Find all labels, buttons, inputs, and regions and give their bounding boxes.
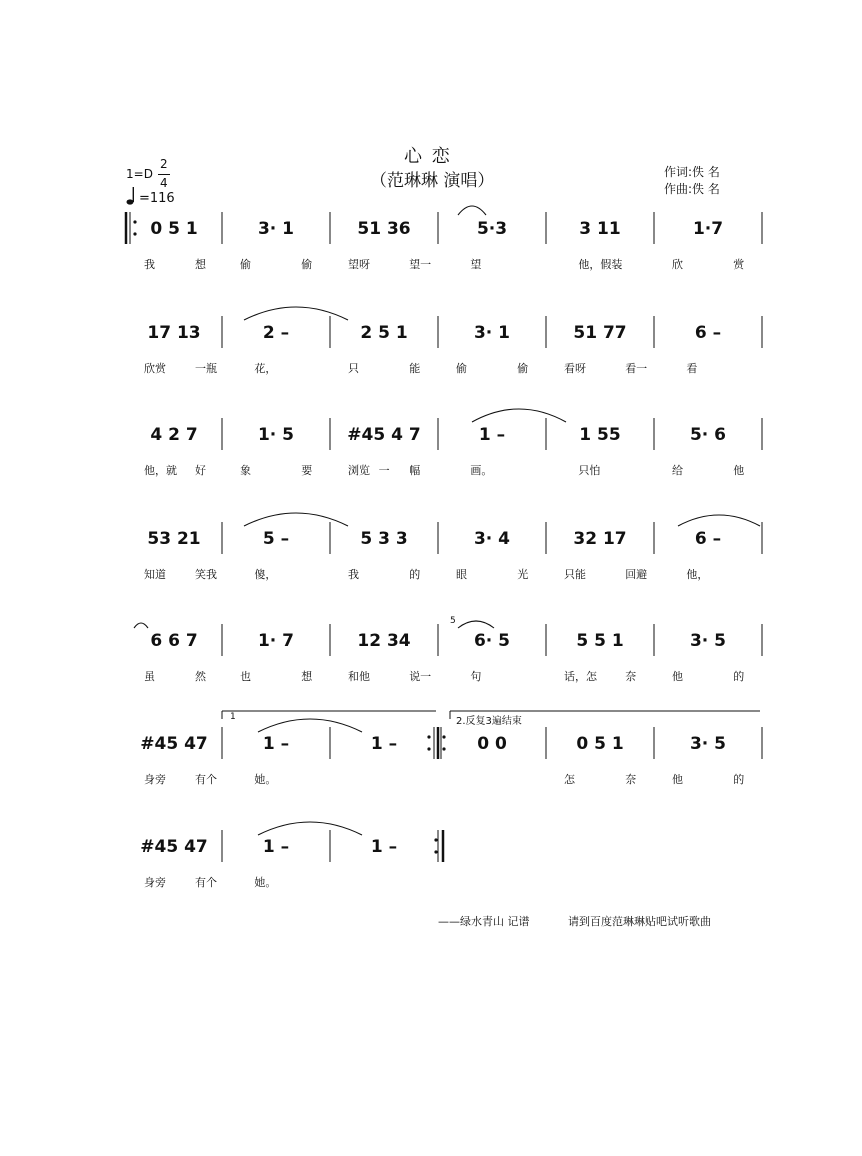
lyric: 只怕 [578,464,601,477]
composer-credit: 作曲:佚 名 [664,182,720,196]
measure-notes: 2 – [262,323,290,343]
repeat-dot [442,747,445,750]
lyric: 能 [409,362,421,375]
repeat-dot [434,838,437,841]
lyric: 奈 [625,670,637,683]
lyric: 他 [672,670,683,683]
lyric: 看呀 [564,362,586,375]
measure-notes: 0 5 1 [576,734,624,754]
measure-notes: #45 4 7 [347,425,421,445]
measure-notes: 51 77 [573,323,627,343]
measure-notes: 12 34 [357,631,411,651]
lyric: 怎 [564,773,575,786]
lyric: 奈 [625,773,637,786]
measure-notes: 3· 1 [257,219,295,239]
lyric: 偷 [456,362,467,375]
measure-notes: 51 36 [357,219,411,239]
lyric: 一 [378,464,390,477]
lyric: 象 [240,464,251,477]
measure-notes: 0 0 [477,734,507,754]
lyric: 光 [517,568,529,581]
lyric: 她。 [254,773,277,786]
recorder-credit: ——绿水青山 记谱 [438,915,530,928]
lyric: 虽 [144,670,155,683]
volta-2-label: 2.反复3遍结束 [456,716,522,727]
measure-notes: 1·7 [692,219,724,239]
measure-notes: 17 13 [147,323,201,343]
grace-note: 5 [450,616,456,626]
measure-notes: 1 – [370,734,398,754]
lyric: 他，假装 [578,258,623,271]
lyric: 想 [195,258,206,271]
lyric: 说一 [409,670,432,683]
lyric: 看 [686,362,698,375]
tempo-marking: =116 [139,191,175,206]
repeat-dot [434,850,437,853]
measure-notes: 1 – [370,837,398,857]
lyric: 她。 [254,876,277,889]
lyric: 一瓶 [195,362,217,375]
lyric: 的 [733,773,745,786]
tie [678,515,760,526]
lyric: 看一 [625,362,648,375]
lyric: 想 [301,670,313,683]
measure-notes: 5 3 3 [360,529,408,549]
measure-notes: 6 – [694,529,722,549]
measure-notes: 5· 6 [689,425,727,445]
tie [134,623,148,628]
lyric: 他 [733,464,745,477]
measure-notes: 6· 5 [473,631,511,651]
lyric: 浏览 [348,464,370,477]
lyric: 欣 [672,258,683,271]
lyric: 身旁 [144,773,166,786]
slur [458,206,486,215]
measure-notes: 6 6 7 [150,631,198,651]
lyric: 回避 [625,568,648,581]
lyric: 偷 [240,258,251,271]
measure-notes: 32 17 [573,529,627,549]
lyric: 他 [672,773,683,786]
slur [458,621,494,628]
song-subtitle: （范琳琳 演唱） [370,171,495,191]
lyric: 欣赏 [144,362,166,375]
measure-notes: 1 – [262,837,290,857]
lyric: 然 [195,670,206,683]
lyric: 只 [348,362,359,375]
key-signature: 1=D [126,167,153,181]
lyric: 句 [470,670,482,683]
measure-notes: 0 5 1 [150,219,198,239]
measure-notes: 1· 7 [257,631,295,651]
lyric: 偷 [517,362,529,375]
lyric: 眼 [456,568,467,581]
measure-notes: 1 55 [579,425,621,445]
lyric: 花， [254,362,277,375]
repeat-dot [442,735,445,738]
lyric: 要 [301,464,313,477]
measure-notes: 5 – [262,529,290,549]
measure-notes: #45 47 [140,734,208,754]
lyric: 他，就 [144,464,177,477]
lyric: 和他 [348,670,370,683]
repeat-dot [133,220,136,223]
repeat-dot [427,747,430,750]
measure-notes: 1 – [478,425,506,445]
measure-notes: 3 11 [579,219,621,239]
lyric: 有个 [195,773,217,786]
measure-notes: 2 5 1 [360,323,408,343]
lyric: 好 [195,464,206,477]
measure-notes: 3· 1 [473,323,511,343]
measure-notes: 3· 5 [689,631,727,651]
measure-notes: 6 – [694,323,722,343]
lyric: 望一 [409,258,432,271]
lyric: 画。 [470,464,493,477]
tie [472,409,566,422]
repeat-dot [427,735,430,738]
measure-notes: #45 47 [140,837,208,857]
lyric: 的 [409,568,421,581]
measure-notes: 5 5 1 [576,631,624,651]
lyric: 有个 [195,876,217,889]
measure-notes: 1 – [262,734,290,754]
lyric: 也 [240,670,251,683]
repeat-dot [133,232,136,235]
measure-notes: 4 2 7 [150,425,198,445]
lyric: 身旁 [144,876,166,889]
volta-1-label: 1 [230,712,236,722]
lyric: 知道 [144,568,166,581]
tie [258,719,362,732]
lyric: 话，怎 [564,670,597,683]
lyric: 他， [686,568,709,581]
lyric: 我 [144,258,155,271]
measure-notes: 5·3 [476,219,508,239]
lyric: 望 [470,258,482,271]
measure-notes: 3· 5 [689,734,727,754]
measure-notes: 1· 5 [257,425,295,445]
time-signature-top: 2 [160,157,168,171]
lyric: 望呀 [348,258,370,271]
measure-notes: 3· 4 [473,529,511,549]
tie [244,513,348,526]
measure-notes: 53 21 [147,529,201,549]
tie [244,307,348,320]
lyric: 傻， [254,568,277,581]
lyric: 的 [733,670,745,683]
time-signature-bottom: 4 [160,176,168,190]
lyric: 只能 [564,568,586,581]
lyric: 笑我 [195,568,217,581]
lyric: 给 [672,464,683,477]
lyric: 偷 [301,258,313,271]
lyric: 幅 [409,464,421,477]
lyricist-credit: 作词:佚 名 [664,165,720,179]
lyric: 赏 [733,258,745,271]
lyric: 我 [348,568,359,581]
listening-note: 请到百度范琳琳贴吧试听歌曲 [568,915,711,928]
tie [258,822,362,835]
song-title: 心 恋 [404,146,452,167]
